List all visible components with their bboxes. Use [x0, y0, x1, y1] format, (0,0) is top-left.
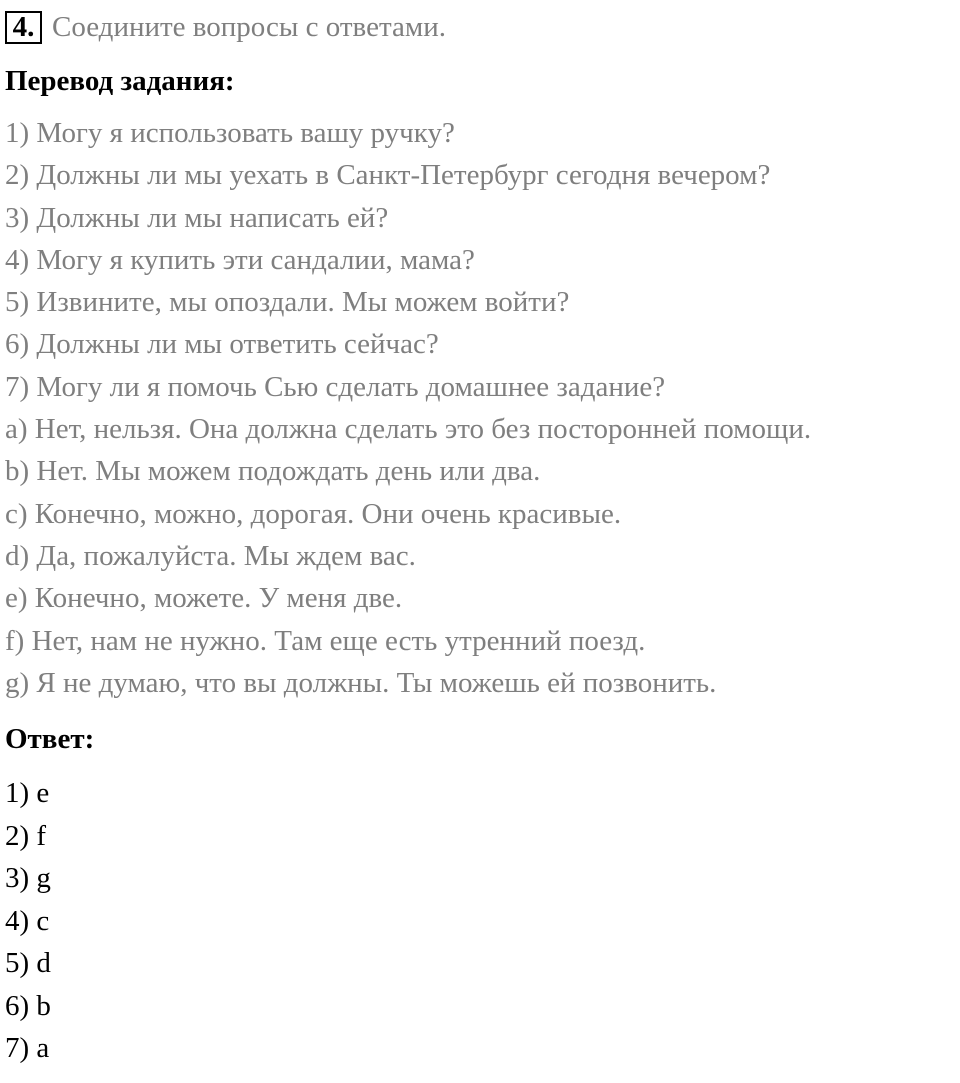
answer-line-2: 2) f — [5, 819, 47, 852]
translation-list — [5, 112, 960, 704]
answer-line-3: 3) g — [5, 862, 51, 895]
response-line-d: d) Да, пожалуйста. Мы ждем вас. — [5, 539, 416, 572]
question-line-2: 2) Должны ли мы уехать в Санкт-Петербург сегодня вечером? — [5, 159, 771, 192]
question-line-4: 4) Могу я купить эти сандалии, мама? — [5, 243, 475, 276]
answer-heading: Ответ: — [5, 723, 95, 756]
response-line-g: g) Я не думаю, что вы должны. Ты можешь ей позвонить. — [5, 666, 717, 699]
response-line-b: b) Нет. Мы можем подождать день или два. — [5, 455, 541, 488]
question-line-6: 6) Должны ли мы ответить сейчас? — [5, 328, 439, 361]
question-line-5: 5) Извините, мы опоздали. Мы можем войти? — [5, 286, 570, 319]
answer-line-1: 1) e — [5, 777, 50, 810]
response-line-e: e) Конечно, можете. У меня две. — [5, 582, 403, 615]
answer-line-6: 6) b — [5, 989, 51, 1022]
answer-list — [5, 772, 960, 1070]
task-instruction: Соедините вопросы с ответами. — [52, 10, 446, 43]
response-line-a: a) Нет, нельзя. Она должна сделать это без посторонней помощи. — [5, 413, 812, 446]
answer-line-7: 7) a — [5, 1032, 50, 1065]
exercise-page — [5, 0, 960, 1070]
answer-line-4: 4) c — [5, 904, 50, 937]
answer-line-5: 5) d — [5, 947, 51, 980]
question-line-3: 3) Должны ли мы написать ей? — [5, 201, 389, 234]
task-number-box: 4. — [5, 11, 42, 44]
translation-heading: Перевод задания: — [5, 65, 235, 97]
response-line-f: f) Нет, нам не нужно. Там еще есть утренний поезд. — [5, 624, 646, 657]
question-line-1: 1) Могу я использовать вашу ручку? — [5, 117, 455, 149]
task-header — [5, 4, 960, 50]
question-line-7: 7) Могу ли я помочь Сью сделать домашнее задание? — [5, 370, 666, 403]
response-line-c: c) Конечно, можно, дорогая. Они очень красивые. — [5, 497, 622, 530]
